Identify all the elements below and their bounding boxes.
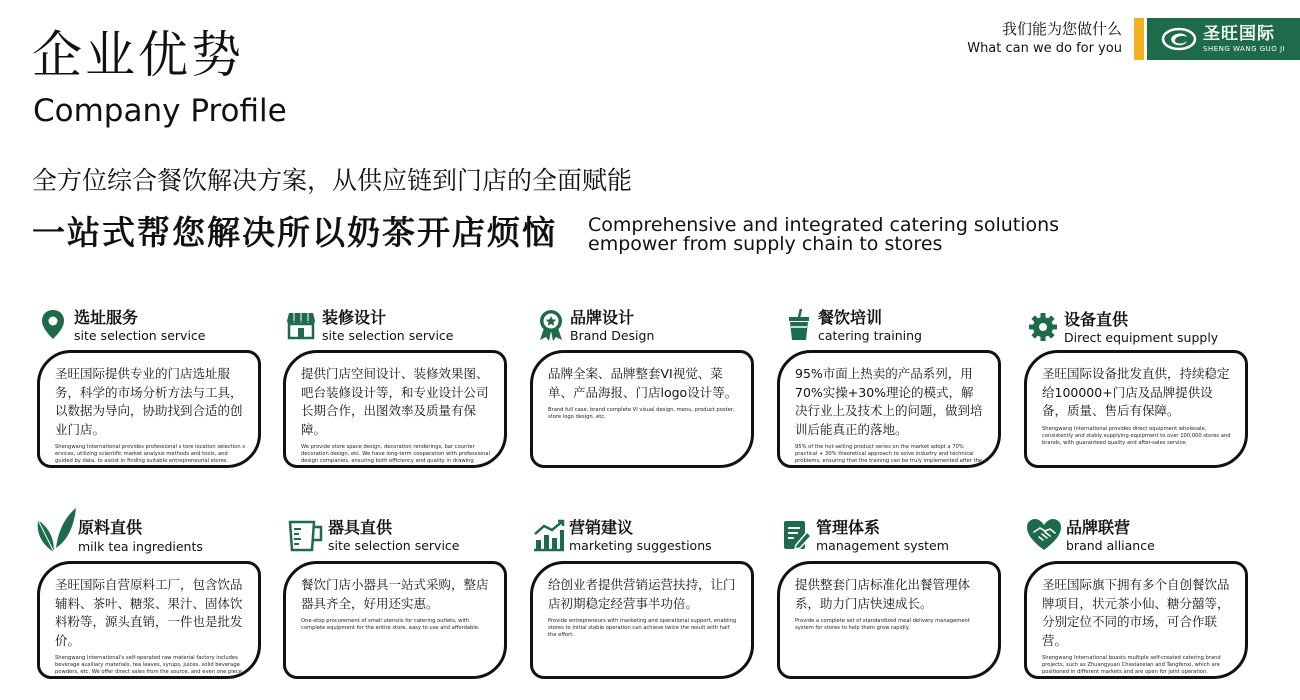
card-header-marketing	[532, 518, 772, 558]
page-title: 企业优势	[32, 26, 244, 84]
card-brand-design	[530, 350, 754, 468]
card-title: 营销建议	[569, 518, 634, 537]
headline-english-line-1: Comprehensive and integrated catering solutions	[588, 214, 1060, 236]
measuring-cup-icon	[286, 518, 326, 552]
slogan-chinese: 我们能为您做什么	[1001, 20, 1122, 38]
gear-icon	[1028, 310, 1058, 344]
card-body-english: We provide store space design, decoration renderings, bar counter decoration design, etc. We have long-term cooperation with professional design companies, ensuring both efficiency and quality in drawing production.	[301, 444, 491, 468]
card-body-chinese: 提供整套门店标准化出餐管理体系，助力门店快速成长。	[795, 577, 971, 611]
card-title: 品牌设计	[570, 308, 635, 327]
card-subtitle: site selection service	[322, 328, 454, 343]
card-body-chinese: 给创业者提供营销运营扶持，让门店初期稳定经营事半功倍。	[548, 577, 736, 611]
bar-chart-icon	[532, 518, 566, 552]
card-header-ingredients	[32, 506, 272, 556]
logo-text-chinese: 圣旺国际	[1203, 23, 1275, 44]
card-body-english: Brand full case, brand complete VI visual design, menu, product poster, store logo design, etc.	[548, 407, 735, 420]
page-title-english: Company Profile	[33, 93, 287, 129]
card-body-chinese: 圣旺国际设备批发直供，持续稳定给100000+门店及品牌提供设备，质量、售后有保障。	[1042, 366, 1230, 418]
card-header-brand-design	[536, 308, 766, 348]
card-ingredients	[37, 561, 261, 679]
storefront-icon	[286, 308, 316, 342]
card-equipment-supply	[1024, 350, 1248, 468]
card-body-english: Shengwang International provides direct equipment wholesale, consistently and stably supplying equipment to over 100,000 stores and brands, with guaranteed quality and after-sales service.	[1042, 425, 1231, 446]
card-body-chinese: 圣旺国际旗下拥有多个自创餐饮品牌项目，状元茶小仙、糖分囍等，分别定位不同的市场，可合作联营。	[1042, 577, 1230, 648]
intro-headline-english	[588, 216, 1059, 254]
card-title: 器具直供	[328, 518, 393, 537]
card-decoration-design	[283, 350, 507, 468]
handshake-heart-icon	[1026, 518, 1062, 552]
card-body-english: One-stop procurement of small utensils for catering outlets, with complete equipment for the entire store, easy to use and affordable.	[301, 618, 480, 631]
card-site-selection	[37, 350, 261, 468]
card-title: 装修设计	[322, 308, 387, 327]
card-utensils	[283, 561, 507, 679]
card-title: 品牌联营	[1066, 518, 1131, 537]
logo-emblem-icon	[1161, 27, 1197, 51]
card-title: 选址服务	[74, 308, 139, 327]
accent-divider	[1134, 18, 1144, 60]
card-catering-training	[777, 350, 1001, 468]
card-body-chinese: 餐饮门店小器具一站式采购，整店器具齐全，好用还实惠。	[301, 577, 489, 611]
card-body-chinese: 提供门店空间设计、装修效果图、吧台装修设计等，和专业设计公司长期合作，出图效率及质量有保障。	[301, 366, 489, 437]
card-body-chinese: 品牌全案、品牌整套VI视觉、菜单、产品海报、门店logo设计等。	[548, 366, 738, 400]
card-subtitle: marketing suggestions	[569, 538, 712, 553]
card-body-english: Shengwang International boasts multiple self-created catering brand projects, such as Zhuangyuan Chaxiaoxian and Tangfenxi, which are positioned in different markets and are open for joint operation.	[1042, 655, 1221, 675]
card-header-utensils	[286, 518, 526, 558]
card-title: 管理体系	[816, 518, 881, 537]
card-body-english: Provide entrepreneurs with marketing and operational support, enabling stores to initial stable operation can achieve twice the result with half the effort.	[548, 618, 737, 638]
card-header-equipment-supply	[1028, 310, 1268, 350]
card-title: 设备直供	[1064, 310, 1129, 329]
card-subtitle: catering training	[818, 328, 922, 343]
tea-leaf-icon	[32, 506, 76, 554]
card-subtitle: management system	[816, 538, 949, 553]
card-header-decoration-design	[286, 308, 516, 348]
card-header-site-selection	[38, 308, 268, 348]
brand-logo	[1147, 18, 1300, 60]
slogan-english: What can we do for you	[967, 41, 1122, 56]
card-subtitle: site selection service	[328, 538, 460, 553]
card-body-english: Shengwang International's self-operated raw material factory includes beverage auxiliary materials, tea leaves, syrups, juices, solid beverage powders, etc. We offer direct sales from the source, and even one piece is available at wholesale prices.	[55, 655, 242, 679]
card-header-management	[782, 518, 1022, 558]
card-subtitle: brand alliance	[1066, 538, 1155, 553]
card-subtitle: Brand Design	[570, 328, 655, 343]
card-subtitle: Direct equipment supply	[1064, 330, 1219, 345]
card-body-chinese: 圣旺国际自营原料工厂，包含饮品辅料、茶叶、糖浆、果汁、固体饮料粉等，源头直销，一件也是批发价。	[55, 577, 243, 648]
card-header-brand-alliance	[1026, 518, 1266, 558]
card-subtitle: milk tea ingredients	[78, 539, 203, 554]
document-edit-icon	[782, 518, 812, 552]
card-subtitle: site selection service	[74, 328, 206, 343]
card-body-english: 95% of the hot-selling product series on the market adopt a 70% practical + 30% theoretical approach to solve industry and technical problems, ensuring that the training can be truly implemented after the training.	[795, 444, 983, 468]
award-badge-icon	[536, 308, 566, 342]
card-body-chinese: 95%市面上热卖的产品系列，用70%实操+30%理论的模式，解决行业上及技术上的问题，做到培训后能真正的落地。	[795, 366, 983, 437]
card-body-chinese: 圣旺国际提供专业的门店选址服务，科学的市场分析方法与工具，以数据为导向，协助找到合适的创业门店。	[55, 366, 243, 437]
logo-text-english: SHENG WANG GUO JI	[1203, 44, 1286, 53]
card-brand-alliance	[1024, 561, 1248, 679]
location-pin-icon	[38, 308, 68, 342]
card-title: 餐饮培训	[818, 308, 883, 327]
card-header-catering-training	[784, 308, 1014, 348]
card-body-english: Provide a complete set of standardized meal delivery management system for stores to help them grow rapidly.	[795, 618, 970, 631]
intro-subtitle: 全方位综合餐饮解决方案，从供应链到门店的全面赋能	[32, 166, 633, 195]
milk-tea-cup-icon	[784, 308, 814, 342]
card-management	[777, 561, 1001, 679]
card-body-english: Shengwang International provides professional s tore location selection s ervices, utilizing scientific market analysis methods and tools, and guided by data, to assist in finding suitable entrepreneurial stores.	[55, 444, 245, 464]
headline-english-line-2: empower from supply chain to stores	[588, 233, 943, 255]
intro-headline: 一站式帮您解决所以奶茶开店烦恼	[32, 213, 557, 252]
card-marketing	[530, 561, 754, 679]
card-title: 原料直供	[78, 518, 143, 537]
